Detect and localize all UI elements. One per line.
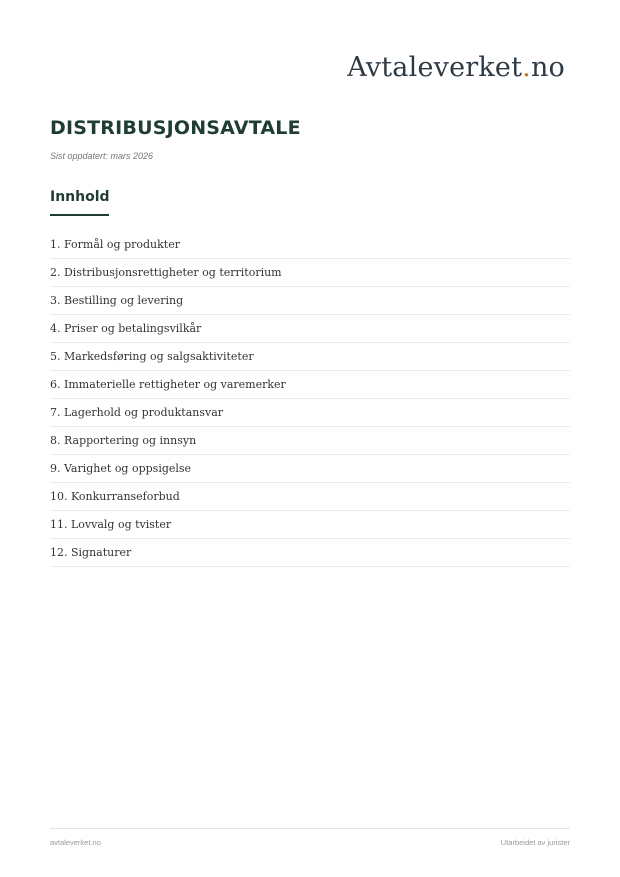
toc-item[interactable]: 1. Formål og produkter xyxy=(50,231,570,259)
logo-dot: . xyxy=(522,52,531,83)
toc-item[interactable]: 12. Signaturer xyxy=(50,539,570,567)
toc-heading: Innhold xyxy=(50,189,110,205)
toc-item[interactable]: 4. Priser og betalingsvilkår xyxy=(50,315,570,343)
toc-item[interactable]: 7. Lagerhold og produktansvar xyxy=(50,399,570,427)
document-title: DISTRIBUSJONSAVTALE xyxy=(50,117,301,139)
logo xyxy=(347,52,565,83)
footer-site: avtaleverket.no xyxy=(50,838,101,847)
table-of-contents xyxy=(50,231,570,567)
toc-item[interactable]: 8. Rapportering og innsyn xyxy=(50,427,570,455)
last-updated: Sist oppdatert: mars 2026 xyxy=(50,151,154,161)
toc-item[interactable]: 5. Markedsføring og salgsaktiviteter xyxy=(50,343,570,371)
toc-item[interactable]: 3. Bestilling og levering xyxy=(50,287,570,315)
toc-item[interactable]: 9. Varighet og oppsigelse xyxy=(50,455,570,483)
toc-item[interactable]: 6. Immaterielle rettigheter og varemerker xyxy=(50,371,570,399)
toc-heading-underline xyxy=(50,214,109,216)
toc-item[interactable]: 2. Distribusjonsrettigheter og territorium xyxy=(50,259,570,287)
logo-text: Avtaleverket xyxy=(347,52,523,83)
toc-item[interactable]: 11. Lovvalg og tvister xyxy=(50,511,570,539)
logo-suffix: no xyxy=(530,52,565,83)
toc-item[interactable]: 10. Konkurranseforbud xyxy=(50,483,570,511)
footer-credit: Utarbeidet av jurister xyxy=(500,838,570,847)
footer-divider xyxy=(50,828,570,829)
